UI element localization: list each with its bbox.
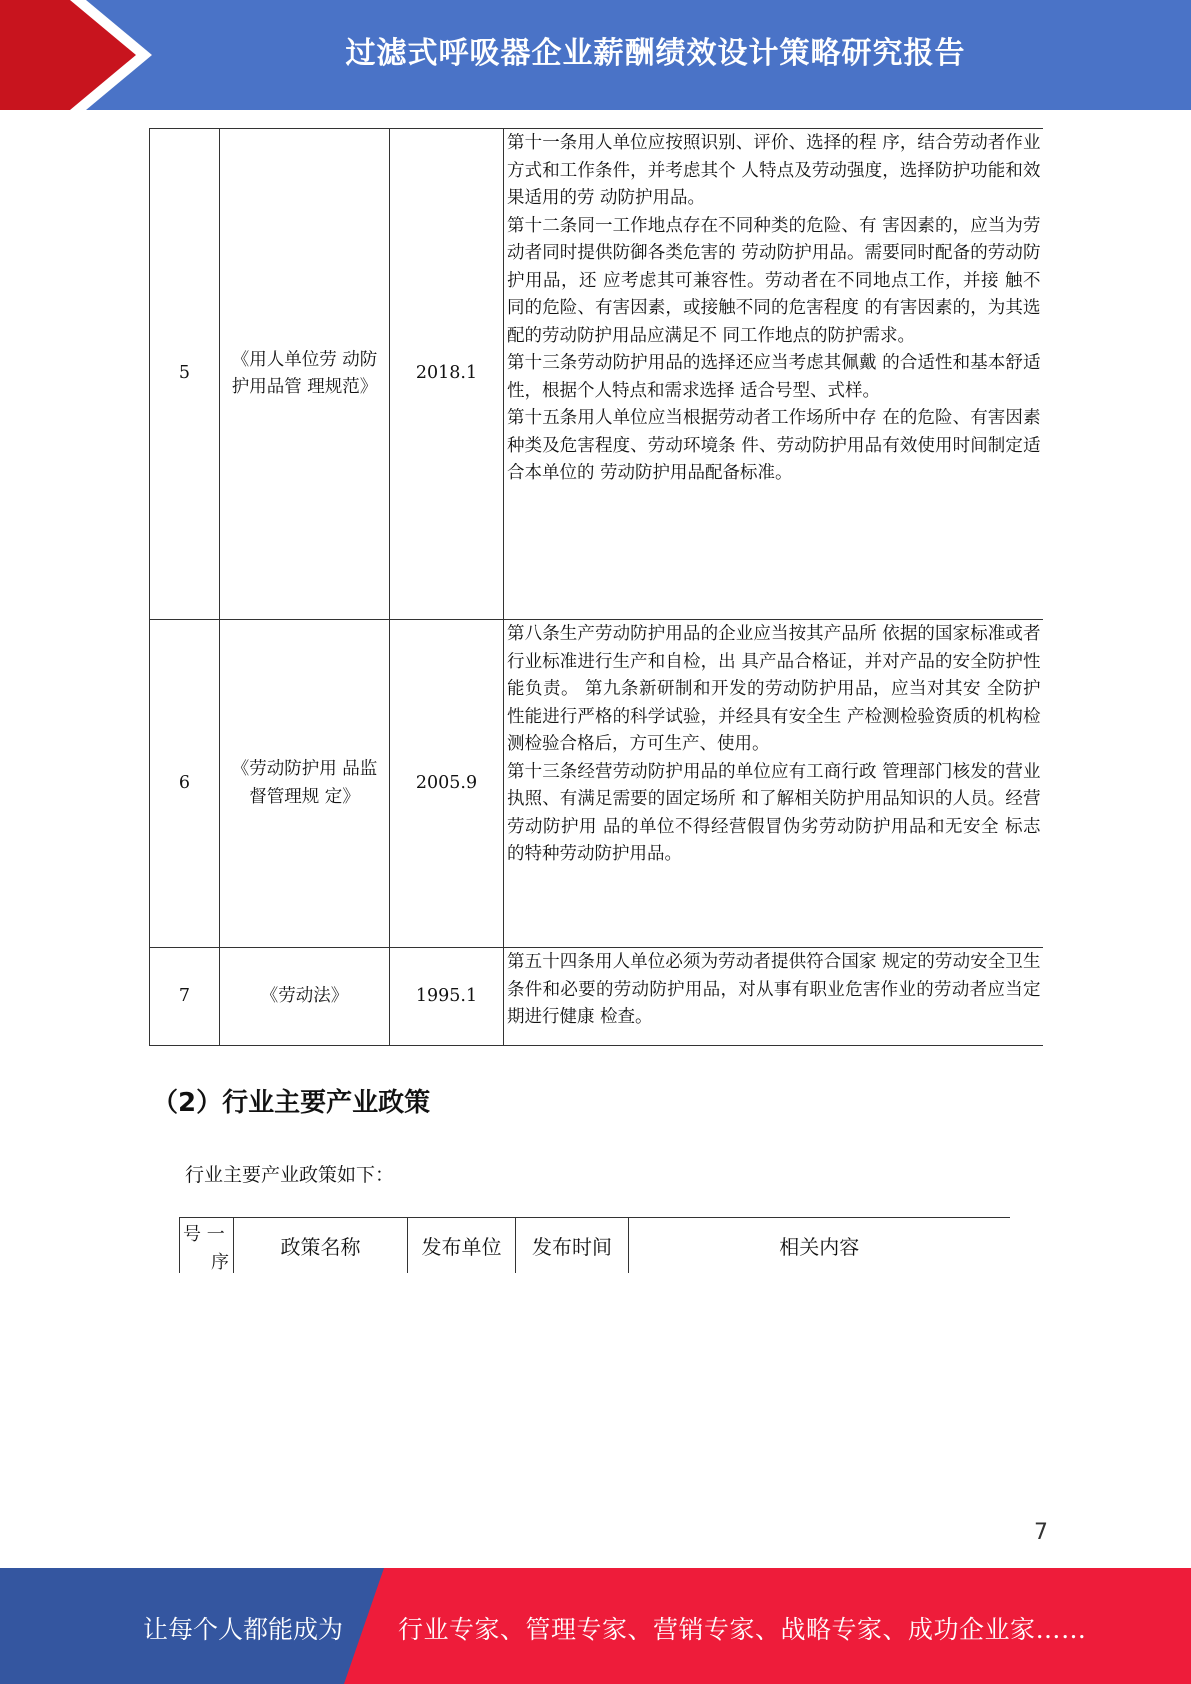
- regulation-content: [504, 620, 1043, 948]
- table-row: [150, 620, 1043, 948]
- table-row: [150, 129, 1043, 620]
- row-number: 6: [150, 620, 220, 948]
- regulation-name: 《劳动法》: [220, 948, 390, 1046]
- col-seq: [180, 1218, 234, 1274]
- regulation-date: 1995.1: [390, 948, 504, 1046]
- regulation-name: 《劳动防护用 品监督管理规 定》: [220, 620, 390, 948]
- policy-table: [179, 1217, 1010, 1273]
- section-intro: 行业主要产业政策如下：: [185, 1164, 395, 1186]
- col-issue-time: 发布时间: [516, 1218, 629, 1274]
- col-issuer: 发布单位: [408, 1218, 516, 1274]
- content-paragraph: 第五十四条用人单位必须为劳动者提供符合国家 规定的劳动安全卫生条件和必要的劳动防护用品，对从事有职业危害作业的劳动者应当定期进行健康 检查。: [507, 952, 1041, 1027]
- row-number: 5: [150, 129, 220, 620]
- seq-label-top: 号 一: [183, 1224, 225, 1245]
- content-paragraph: 第八条生产劳动防护用品的企业应当按其产品所 依据的国家标准或者行业标准进行生产和自检，出 具产品合格证，并对产品的安全防护性能负责。 第九条新研制和开发的劳动防护用品，应当对其安 全防护性能进行严格的科学试验，并经具有安全生 产检测检验资质的机构检测检验合格后，方可生产、使用。: [507, 624, 1041, 754]
- regulations-table: [149, 128, 1043, 1046]
- regulation-name: 《用人单位劳 动防护用品管 理规范》: [220, 129, 390, 620]
- regulation-date: 2018.1: [390, 129, 504, 620]
- regulation-content: [504, 948, 1043, 1046]
- footer-slogan-right: 行业专家、管理专家、营销专家、战略专家、成功企业家……: [398, 1615, 1087, 1644]
- content-paragraph: 第十一条用人单位应按照识别、评价、选择的程 序，结合劳动者作业方式和工作条件，并考虑其个 人特点及劳动强度，选择防护功能和效果适用的劳 动防护用品。: [507, 133, 1041, 208]
- regulation-content: [504, 129, 1043, 620]
- seq-label-bottom: 序: [211, 1252, 229, 1273]
- page-number: 7: [1034, 1520, 1048, 1545]
- col-content: 相关内容: [629, 1218, 1010, 1274]
- content-paragraph: 第十二条同一工作地点存在不同种类的危险、有 害因素的，应当为劳动者同时提供防御各类危害的 劳动防护用品。需要同时配备的劳动防护用品，还 应考虑其可兼容性。劳动者在不同地点工作，并接 触不同的危险、有害因素，或接触不同的危害程度 的有害因素的，为其选配的劳动防护用品应满足不 同工作地点的防护需求。: [507, 215, 1041, 346]
- section-heading: （2）行业主要产业政策: [152, 1088, 431, 1118]
- footer-slogan-left: 让每个人都能成为: [143, 1615, 344, 1644]
- table-row: [150, 948, 1043, 1046]
- row-number: 7: [150, 948, 220, 1046]
- report-title: 过滤式呼吸器企业薪酬绩效设计策略研究报告: [345, 36, 966, 71]
- page-footer: [0, 1568, 1191, 1684]
- regulation-date: 2005.9: [390, 620, 504, 948]
- content-paragraph: 第十三条劳动防护用品的选择还应当考虑其佩戴 的合适性和基本舒适性，根据个人特点和需求选择 适合号型、式样。: [507, 353, 1041, 401]
- col-policy-name: 政策名称: [234, 1218, 408, 1274]
- content-paragraph: 第十五条用人单位应当根据劳动者工作场所中存 在的危险、有害因素种类及危害程度、劳动环境条 件、劳动防护用品有效使用时间制定适合本单位的 劳动防护用品配备标准。: [507, 408, 1041, 483]
- page-header: [0, 0, 1191, 110]
- content-paragraph: 第十三条经营劳动防护用品的单位应有工商行政 管理部门核发的营业执照、有满足需要的固定场所 和了解相关防护用品知识的人员。经营劳动防护用 品的单位不得经营假冒伪劣劳动防护用品和无安全 标志的特种劳动防护用品。: [507, 761, 1041, 864]
- policy-header-row: [180, 1218, 1010, 1274]
